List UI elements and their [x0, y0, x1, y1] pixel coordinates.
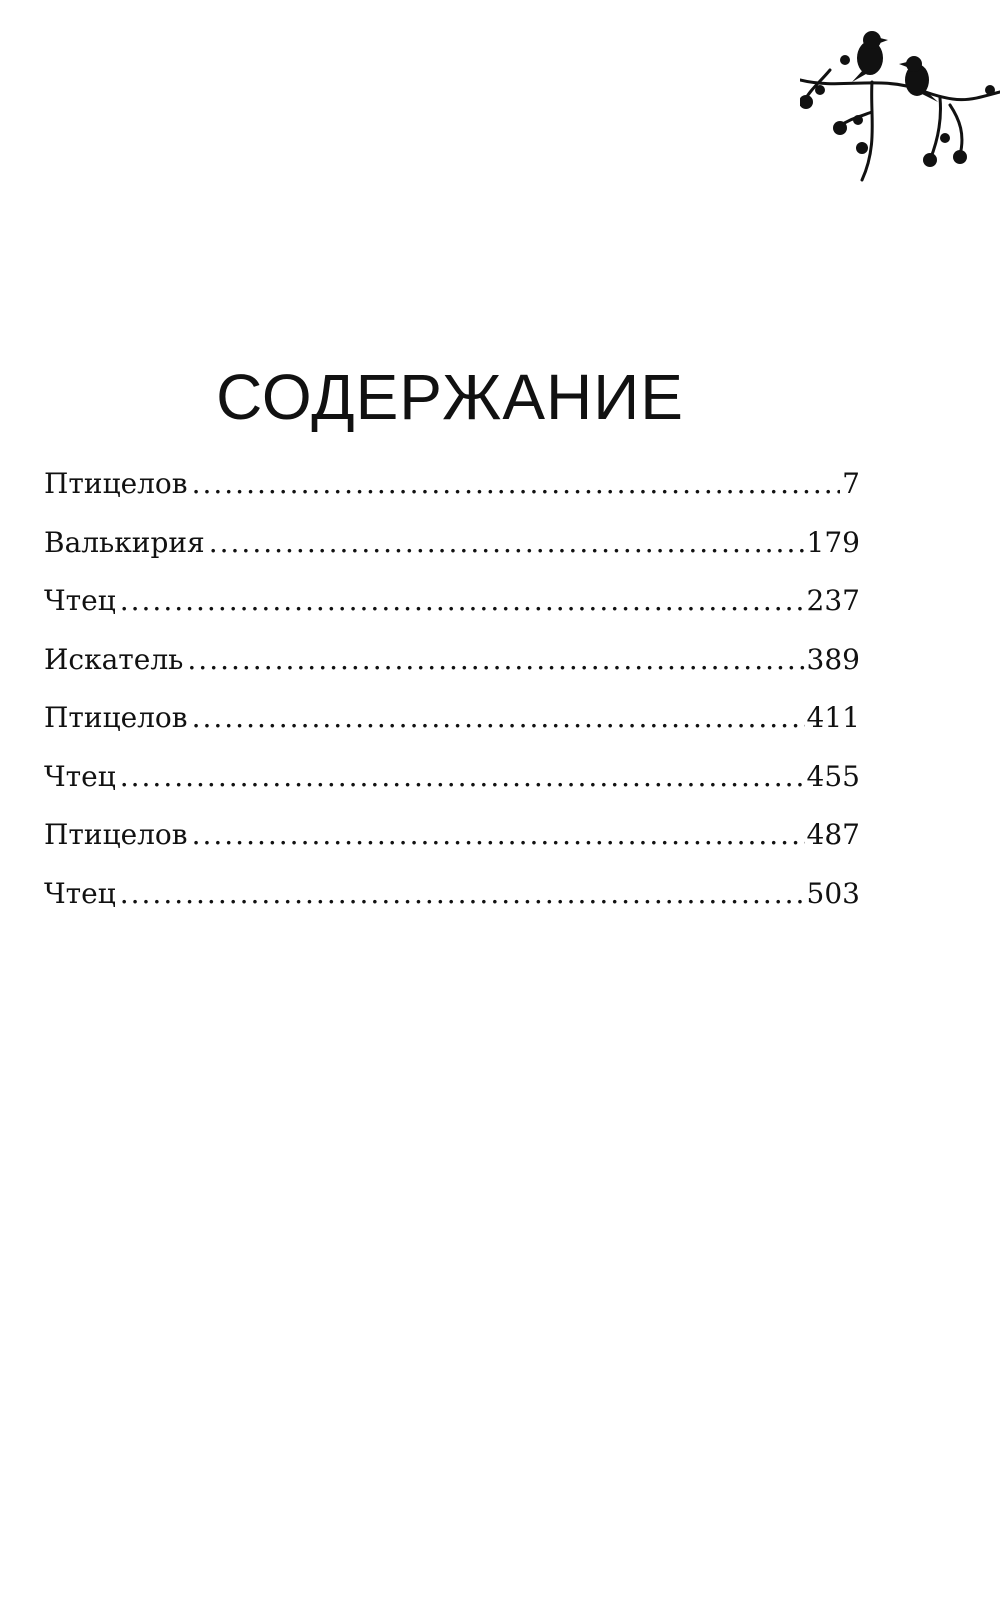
toc-entry[interactable] [44, 467, 860, 529]
toc-entry-page: 487 [806, 818, 860, 851]
birds-on-branch-icon [800, 20, 1000, 195]
toc-entry[interactable] [44, 584, 860, 646]
table-of-contents [44, 467, 860, 938]
dot-leader [192, 821, 805, 849]
toc-entry[interactable] [44, 876, 860, 939]
toc-entry-title: Чтец [44, 876, 116, 910]
toc-entry-page: 7 [842, 467, 860, 500]
toc-entry-page: 389 [806, 642, 860, 676]
toc-entry[interactable] [44, 642, 860, 705]
toc-entry-title: Чтец [44, 759, 116, 793]
toc-entry-title: Чтец [44, 584, 116, 617]
toc-entry-page: 411 [806, 701, 860, 734]
page-title: СОДЕРЖАНИЕ [216, 361, 684, 433]
toc-entry-title: Валькирия [44, 525, 205, 559]
toc-entry-title: Искатель [44, 642, 184, 676]
dot-leader [209, 529, 805, 557]
toc-entry-title: Птицелов [44, 467, 188, 500]
dot-leader [187, 646, 804, 674]
toc-entry-page: 455 [806, 759, 860, 793]
toc-entry[interactable] [44, 759, 860, 822]
toc-entry-page: 179 [806, 525, 860, 559]
toc-entry[interactable] [44, 701, 860, 763]
dot-leader [120, 880, 805, 908]
toc-entry-title: Птицелов [44, 701, 188, 734]
dot-leader [192, 470, 841, 498]
dot-leader [192, 704, 805, 732]
toc-entry[interactable] [44, 818, 860, 880]
dot-leader [120, 587, 805, 615]
toc-entry-title: Птицелов [44, 818, 188, 851]
toc-entry-page: 503 [806, 876, 860, 910]
toc-entry-page: 237 [806, 584, 860, 617]
dot-leader [120, 763, 805, 791]
toc-entry[interactable] [44, 525, 860, 588]
